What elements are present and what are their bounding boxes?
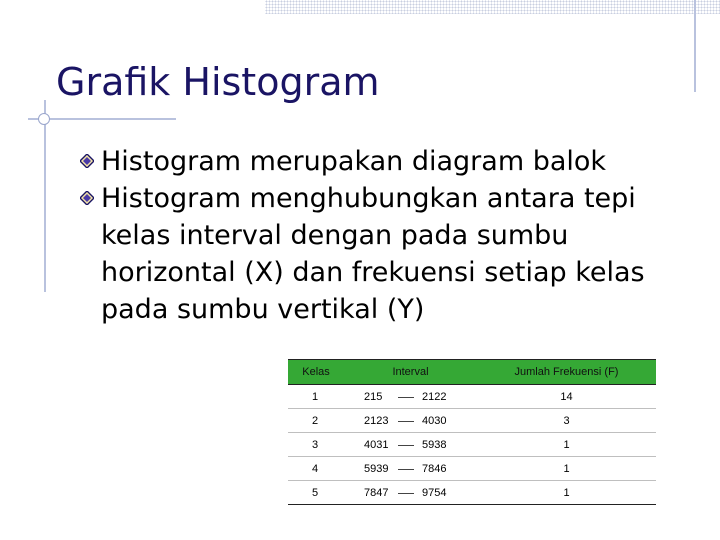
table-row <box>288 457 656 481</box>
diamond-bullet-icon <box>80 191 94 205</box>
slide-title: Grafik Histogram <box>56 60 380 104</box>
bullet-item <box>80 180 680 328</box>
cell-frekuensi: 14 <box>477 385 656 409</box>
cell-interval <box>344 409 477 433</box>
interval-upper: 9754 <box>422 486 447 499</box>
interval-upper: 4030 <box>422 414 447 427</box>
bullet-item <box>80 143 680 180</box>
frequency-table <box>288 359 656 505</box>
table-row <box>288 409 656 433</box>
table-row <box>288 481 656 505</box>
cell-kelas: 4 <box>288 457 344 481</box>
cell-interval <box>344 481 477 505</box>
table-header-row <box>288 360 656 385</box>
interval-upper: 7846 <box>422 462 447 475</box>
interval-dash <box>398 439 414 446</box>
cell-kelas: 3 <box>288 433 344 457</box>
cell-frekuensi: 1 <box>477 481 656 505</box>
interval-dash <box>398 415 414 422</box>
decor-ring <box>38 113 50 125</box>
interval-lower: 215 <box>364 390 383 403</box>
cell-kelas: 1 <box>288 385 344 409</box>
cell-frekuensi: 1 <box>477 433 656 457</box>
bullet-text: Histogram merupakan diagram balok <box>101 146 607 177</box>
interval-upper: 2122 <box>422 390 447 403</box>
header-frekuensi: Jumlah Frekuensi (F) <box>477 360 656 385</box>
cell-kelas: 2 <box>288 409 344 433</box>
interval-lower: 2123 <box>364 414 389 427</box>
table-row <box>288 385 656 409</box>
cell-interval <box>344 385 477 409</box>
cell-kelas: 5 <box>288 481 344 505</box>
interval-upper: 5938 <box>422 438 447 451</box>
cell-frekuensi: 3 <box>477 409 656 433</box>
table-row <box>288 433 656 457</box>
left-decor-line <box>44 100 46 292</box>
interval-lower: 7847 <box>364 486 389 499</box>
cell-interval <box>344 457 477 481</box>
header-interval: Interval <box>344 360 477 385</box>
interval-lower: 5939 <box>364 462 389 475</box>
bullet-text: Histogram menghubungkan antara tepi kelas interval dengan pada sumbu horizontal (X) dan frekuensi setiap kelas pada sumbu vertikal (Y) <box>101 183 645 325</box>
interval-lower: 4031 <box>364 438 389 451</box>
title-underline <box>28 118 176 120</box>
right-decor-line <box>694 0 696 92</box>
cell-interval <box>344 433 477 457</box>
interval-dash <box>398 391 414 398</box>
diamond-bullet-icon <box>80 154 94 168</box>
cell-frekuensi: 1 <box>477 457 656 481</box>
interval-dash <box>398 487 414 494</box>
dotted-header-band <box>265 0 720 14</box>
header-kelas: Kelas <box>288 360 344 385</box>
interval-dash <box>398 463 414 470</box>
bullet-list <box>80 143 680 328</box>
